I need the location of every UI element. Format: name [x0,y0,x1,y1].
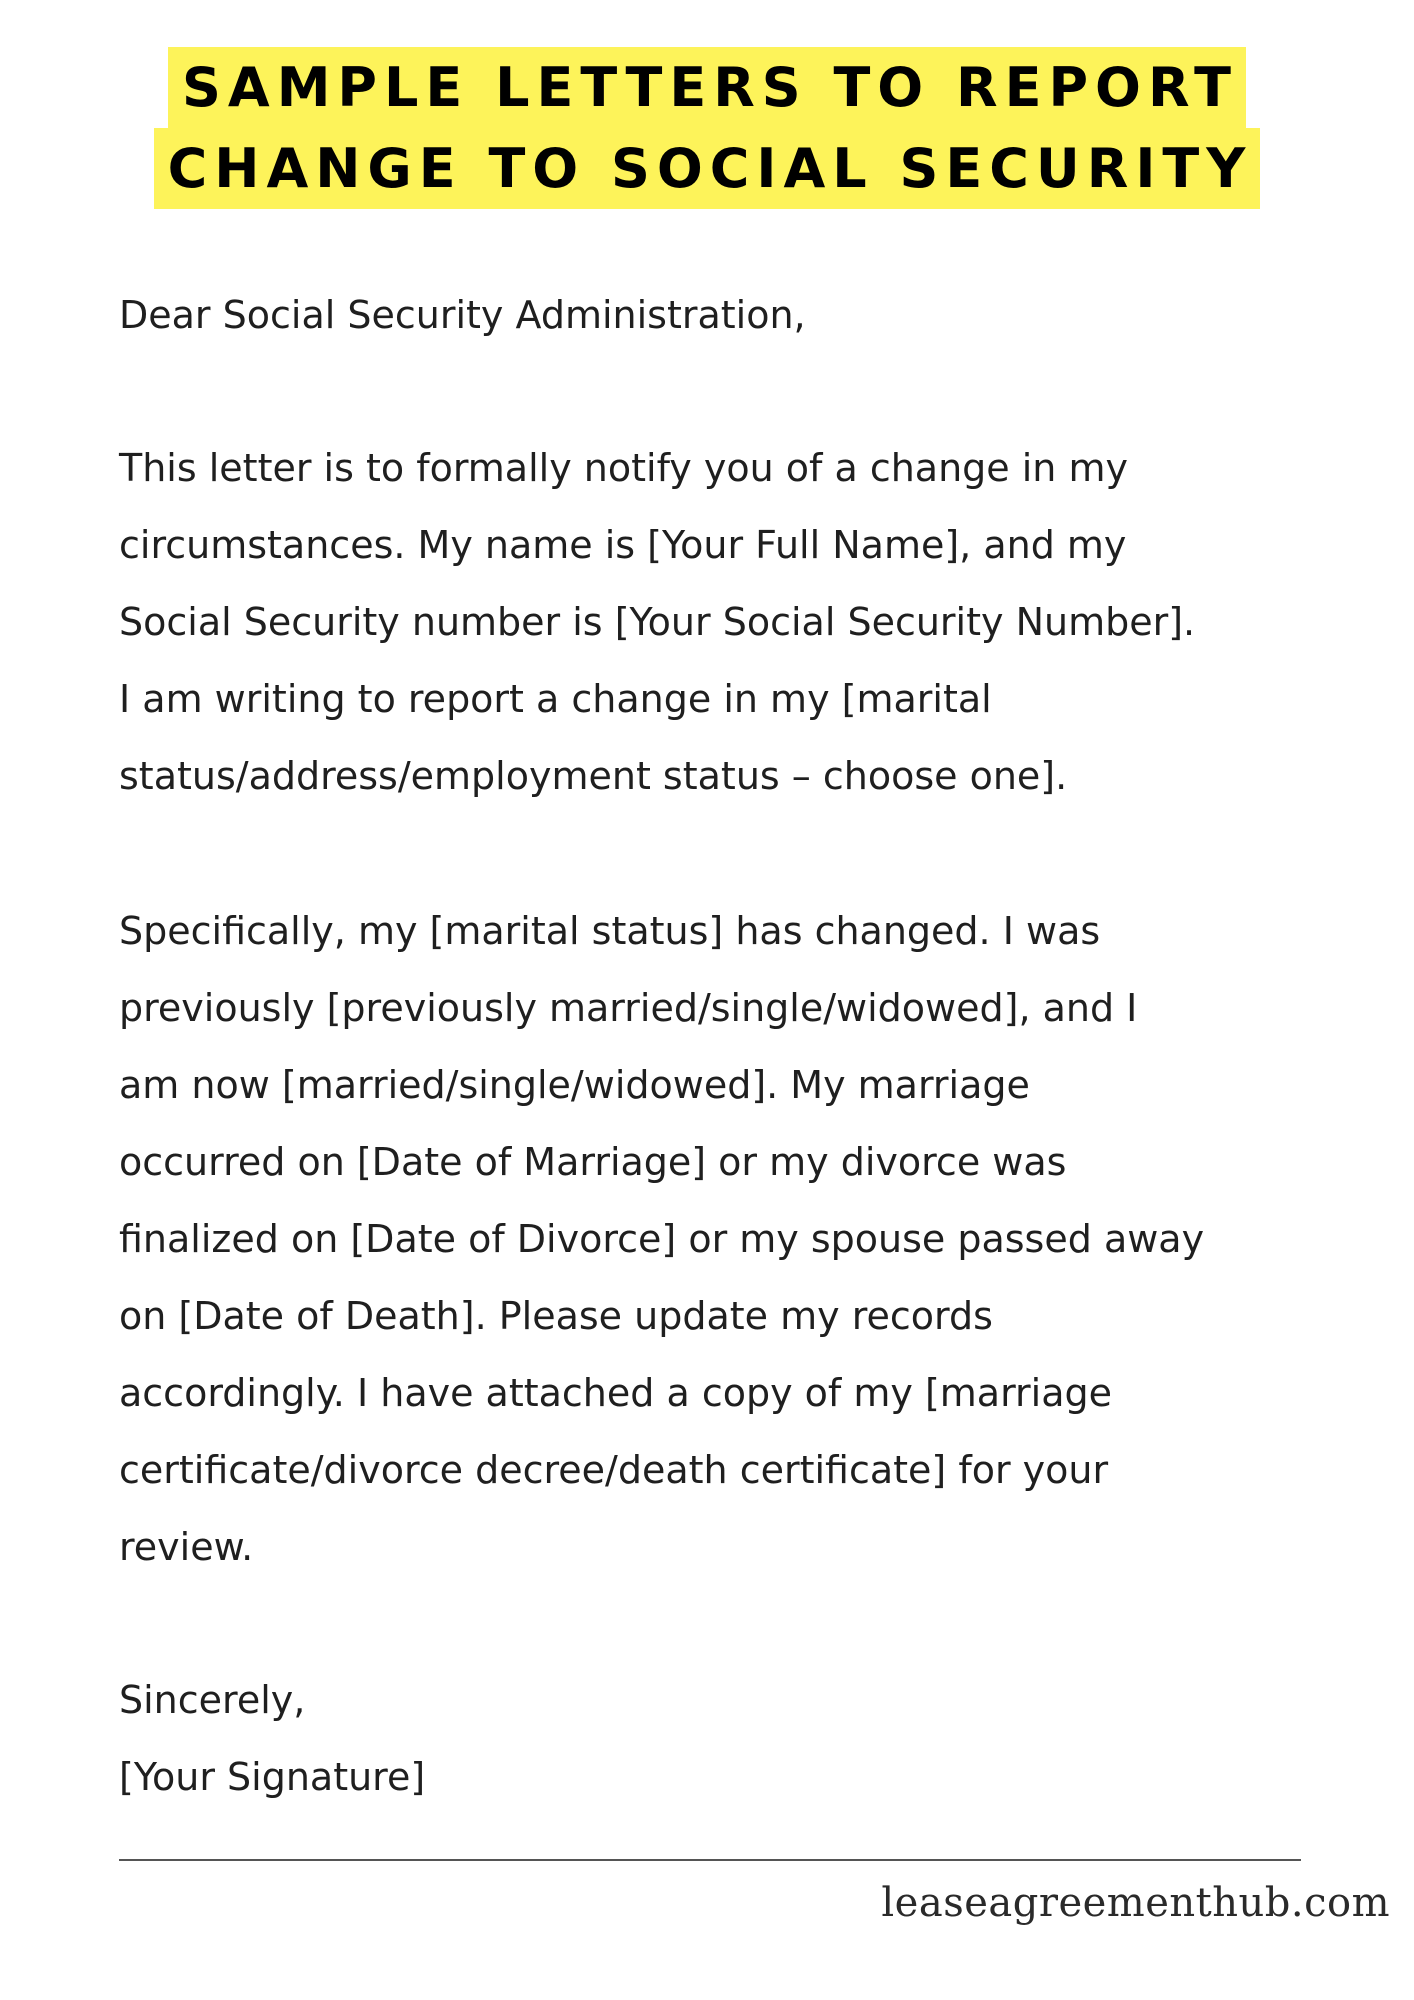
footer-website: leaseagreementhub.com [881,1880,1390,1926]
paragraph-line: circumstances. My name is [Your Full Name], and my [119,523,1127,567]
paragraph-line: I am writing to report a change in my [marital [119,677,992,721]
paragraph-line: finalized on [Date of Divorce] or my spouse passed away [119,1217,1205,1261]
letter-signature [119,1739,1359,1816]
page-title [0,47,1414,209]
letter-salutation [119,277,1359,354]
paragraph-line: Specifically, my [marital status] has changed. I was [119,909,1101,953]
paragraph-line: review. [119,1525,254,1569]
closing-text: Sincerely, [119,1678,306,1722]
letter-paragraph-2 [119,893,1359,1586]
paragraph-line: am now [married/single/widowed]. My marriage [119,1063,1030,1107]
paragraph-line: status/address/employment status – choose one]. [119,754,1068,798]
paragraph-line: certificate/divorce decree/death certificate] for your [119,1448,1109,1492]
letter-paragraph-1 [119,430,1359,815]
letter-closing [119,1662,1359,1739]
salutation-text: Dear Social Security Administration, [119,293,806,337]
title-line-1: SAMPLE LETTERS TO REPORT [168,47,1246,128]
paragraph-line: occurred on [Date of Marriage] or my divorce was [119,1140,1067,1184]
signature-placeholder: [Your Signature] [119,1755,426,1799]
paragraph-line: accordingly. I have attached a copy of my [marriage [119,1371,1113,1415]
paragraph-line: on [Date of Death]. Please update my records [119,1294,993,1338]
paragraph-line: This letter is to formally notify you of a change in my [119,446,1128,490]
paragraph-line: Social Security number is [Your Social Security Number]. [119,600,1196,644]
footer-divider [119,1859,1301,1861]
paragraph-line: previously [previously married/single/widowed], and I [119,986,1138,1030]
title-line-2: CHANGE TO SOCIAL SECURITY [154,128,1261,209]
